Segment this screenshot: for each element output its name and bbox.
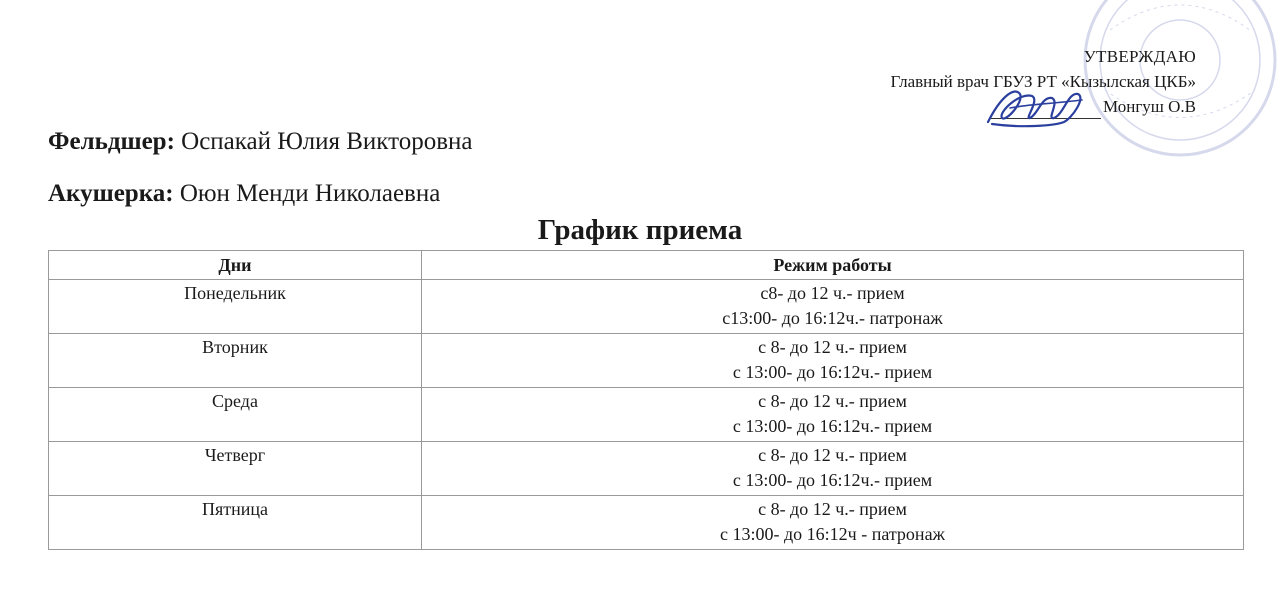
day-cell: Понедельник — [49, 280, 422, 334]
hours-line: с 13:00- до 16:12ч.- прием — [732, 416, 933, 436]
hours-line: с 8- до 12 ч.- прием — [758, 391, 907, 411]
staff-role: Фельдшер: — [48, 128, 175, 155]
hours-line: с 13:00- до 16:12ч.- прием — [732, 470, 933, 490]
hours-line: с13:00- до 16:12ч.- патронаж — [722, 308, 943, 328]
column-header-days: Дни — [49, 251, 422, 280]
hours-line: с 13:00- до 16:12ч.- прием — [732, 362, 933, 382]
day-cell: Четверг — [49, 442, 422, 496]
table-row — [49, 496, 1244, 550]
hours-cell — [422, 334, 1244, 388]
hours-line: с 13:00- до 16:12ч - патронаж — [720, 524, 945, 544]
handwritten-signature — [980, 78, 1090, 134]
staff-midwife — [48, 180, 440, 208]
table-row — [49, 442, 1244, 496]
hours-line: с 8- до 12 ч.- прием — [758, 337, 907, 357]
hours-cell — [422, 280, 1244, 334]
table-row — [49, 280, 1244, 334]
table-row — [49, 388, 1244, 442]
day-cell: Среда — [49, 388, 422, 442]
hours-line: с 8- до 12 ч.- прием — [758, 499, 907, 519]
table-row — [49, 334, 1244, 388]
day-cell: Пятница — [49, 496, 422, 550]
approval-heading: УТВЕРЖДАЮ — [1083, 47, 1196, 66]
hours-cell — [422, 388, 1244, 442]
staff-name: Оспакай Юлия Викторовна — [181, 128, 473, 155]
staff-name: Оюн Менди Николаевна — [179, 180, 441, 207]
table-header-row — [49, 251, 1244, 280]
column-header-hours: Режим работы — [422, 251, 1244, 280]
hours-line: с 8- до 12 ч.- прием — [758, 445, 907, 465]
staff-feldsher — [48, 128, 473, 156]
schedule-table — [48, 250, 1244, 550]
approval-position: Главный врач ГБУЗ РТ «Кызылская ЦКБ» — [890, 72, 1196, 91]
day-cell: Вторник — [49, 334, 422, 388]
staff-role: Акушерка: — [48, 180, 174, 207]
hours-cell — [422, 496, 1244, 550]
approval-signer: Монгуш О.В — [1103, 97, 1196, 116]
schedule-title: График приема — [537, 214, 743, 246]
hours-cell — [422, 442, 1244, 496]
hours-line: с8- до 12 ч.- прием — [760, 283, 905, 303]
